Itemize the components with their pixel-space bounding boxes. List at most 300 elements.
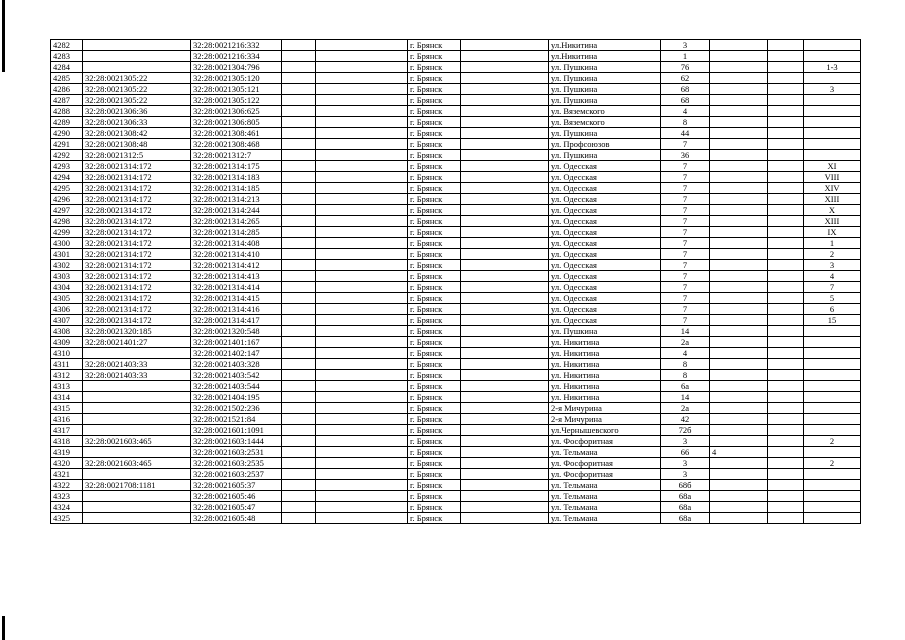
house-number: 7 [661,216,710,227]
empty-cell [316,282,408,293]
empty-cell [768,491,804,502]
city-name: г. Брянск [408,194,461,205]
object-cadastral-number: 32:28:0021305:120 [191,73,282,84]
table-row [51,62,861,73]
building-number [710,348,768,359]
object-cadastral-number: 32:28:0021401:167 [191,337,282,348]
object-cadastral-number: 32:28:0021305:121 [191,84,282,95]
building-number [710,337,768,348]
empty-cell [461,513,549,524]
object-cadastral-number: 32:28:0021314:417 [191,315,282,326]
empty-cell [316,381,408,392]
building-number [710,95,768,106]
empty-cell [282,502,316,513]
row-number: 4305 [51,293,83,304]
empty-cell [461,260,549,271]
empty-cell [316,370,408,381]
house-number: 72б [661,425,710,436]
land-cadastral-number [83,513,191,524]
object-cadastral-number: 32:28:0021603:1444 [191,436,282,447]
land-cadastral-number: 32:28:0021308:42 [83,128,191,139]
object-cadastral-number: 32:28:0021320:548 [191,326,282,337]
house-number: 8 [661,117,710,128]
empty-cell [282,62,316,73]
table-row [51,304,861,315]
building-number [710,282,768,293]
empty-cell [768,348,804,359]
land-cadastral-number: 32:28:0021314:172 [83,227,191,238]
empty-cell [282,205,316,216]
table-row [51,84,861,95]
building-number [710,326,768,337]
row-number: 4287 [51,95,83,106]
empty-cell [316,139,408,150]
empty-cell [316,150,408,161]
row-number: 4307 [51,315,83,326]
empty-cell [316,73,408,84]
empty-cell [461,392,549,403]
street-name: ул. Одесская [549,227,661,238]
empty-cell [316,392,408,403]
city-name: г. Брянск [408,304,461,315]
empty-cell [282,337,316,348]
building-number [710,84,768,95]
empty-cell [282,84,316,95]
house-number: 62 [661,73,710,84]
building-number [710,106,768,117]
row-number: 4316 [51,414,83,425]
city-name: г. Брянск [408,271,461,282]
table-row [51,51,861,62]
empty-cell [461,183,549,194]
city-name: г. Брянск [408,84,461,95]
empty-cell [316,447,408,458]
scan-edge-mark-top [2,0,5,72]
land-cadastral-number: 32:28:0021603:465 [83,436,191,447]
building-number: 4 [710,447,768,458]
building-number [710,403,768,414]
empty-cell [282,106,316,117]
city-name: г. Брянск [408,51,461,62]
empty-cell [282,381,316,392]
empty-cell [316,271,408,282]
house-number: 7 [661,293,710,304]
object-cadastral-number: 32:28:0021306:805 [191,117,282,128]
premises-number [804,447,861,458]
table-row [51,128,861,139]
city-name: г. Брянск [408,436,461,447]
building-number [710,502,768,513]
object-cadastral-number: 32:28:0021521:84 [191,414,282,425]
empty-cell [461,161,549,172]
house-number: 76 [661,62,710,73]
house-number: 6а [661,381,710,392]
premises-number: XIV [804,183,861,194]
row-number: 4315 [51,403,83,414]
premises-number [804,150,861,161]
row-number: 4317 [51,425,83,436]
city-name: г. Брянск [408,73,461,84]
street-name: ул. Никитина [549,348,661,359]
street-name: ул. Одесская [549,282,661,293]
city-name: г. Брянск [408,238,461,249]
land-cadastral-number [83,491,191,502]
empty-cell [316,293,408,304]
table-row [51,425,861,436]
premises-number [804,502,861,513]
land-cadastral-number [83,62,191,73]
object-cadastral-number: 32:28:0021314:413 [191,271,282,282]
empty-cell [282,392,316,403]
land-cadastral-number: 32:28:0021308:48 [83,139,191,150]
empty-cell [768,381,804,392]
object-cadastral-number: 32:28:0021601:1091 [191,425,282,436]
object-cadastral-number: 32:28:0021314:285 [191,227,282,238]
object-cadastral-number: 32:28:0021314:410 [191,249,282,260]
premises-number: X [804,205,861,216]
city-name: г. Брянск [408,359,461,370]
empty-cell [768,513,804,524]
empty-cell [316,249,408,260]
building-number [710,260,768,271]
house-number: 7 [661,194,710,205]
empty-cell [282,403,316,414]
row-number: 4314 [51,392,83,403]
premises-number [804,425,861,436]
object-cadastral-number: 32:28:0021605:48 [191,513,282,524]
city-name: г. Брянск [408,381,461,392]
street-name: ул.Никитина [549,51,661,62]
empty-cell [768,337,804,348]
table-row [51,513,861,524]
empty-cell [461,491,549,502]
empty-cell [768,425,804,436]
object-cadastral-number: 32:28:0021605:46 [191,491,282,502]
empty-cell [768,117,804,128]
row-number: 4293 [51,161,83,172]
premises-number: 4 [804,271,861,282]
house-number: 68б [661,480,710,491]
empty-cell [461,117,549,128]
object-cadastral-number: 32:28:0021306:625 [191,106,282,117]
empty-cell [461,271,549,282]
table-row [51,249,861,260]
empty-cell [461,414,549,425]
row-number: 4285 [51,73,83,84]
empty-cell [768,84,804,95]
property-registry-table [50,39,861,524]
object-cadastral-number: 32:28:0021305:122 [191,95,282,106]
city-name: г. Брянск [408,414,461,425]
land-cadastral-number: 32:28:0021306:36 [83,106,191,117]
land-cadastral-number: 32:28:0021314:172 [83,238,191,249]
house-number: 42 [661,414,710,425]
premises-number: 2 [804,458,861,469]
empty-cell [461,172,549,183]
premises-number: 6 [804,304,861,315]
premises-number: 5 [804,293,861,304]
table-row [51,348,861,359]
row-number: 4325 [51,513,83,524]
empty-cell [461,425,549,436]
city-name: г. Брянск [408,172,461,183]
table-row [51,139,861,150]
house-number: 2а [661,403,710,414]
object-cadastral-number: 32:28:0021314:416 [191,304,282,315]
object-cadastral-number: 32:28:0021603:2537 [191,469,282,480]
empty-cell [316,348,408,359]
city-name: г. Брянск [408,161,461,172]
house-number: 3 [661,436,710,447]
registry-body [51,40,861,524]
row-number: 4296 [51,194,83,205]
city-name: г. Брянск [408,216,461,227]
land-cadastral-number: 32:28:0021314:172 [83,194,191,205]
premises-number [804,139,861,150]
empty-cell [282,172,316,183]
empty-cell [316,194,408,205]
building-number [710,458,768,469]
street-name: ул. Одесская [549,293,661,304]
row-number: 4320 [51,458,83,469]
object-cadastral-number: 32:28:0021403:328 [191,359,282,370]
house-number: 3 [661,40,710,51]
land-cadastral-number: 32:28:0021314:172 [83,282,191,293]
street-name: ул. Никитина [549,381,661,392]
premises-number [804,392,861,403]
row-number: 4303 [51,271,83,282]
object-cadastral-number: 32:28:0021314:175 [191,161,282,172]
row-number: 4299 [51,227,83,238]
empty-cell [768,139,804,150]
row-number: 4324 [51,502,83,513]
land-cadastral-number: 32:28:0021305:22 [83,73,191,84]
empty-cell [282,95,316,106]
street-name: ул. Профсоюзов [549,139,661,150]
street-name: ул. Одесская [549,216,661,227]
empty-cell [282,40,316,51]
empty-cell [282,271,316,282]
premises-number [804,513,861,524]
empty-cell [316,238,408,249]
premises-number [804,480,861,491]
land-cadastral-number: 32:28:0021314:172 [83,315,191,326]
building-number [710,436,768,447]
empty-cell [461,73,549,84]
row-number: 4306 [51,304,83,315]
city-name: г. Брянск [408,403,461,414]
house-number: 7 [661,183,710,194]
empty-cell [316,304,408,315]
object-cadastral-number: 32:28:0021403:544 [191,381,282,392]
street-name: ул. Одесская [549,194,661,205]
land-cadastral-number: 32:28:0021314:172 [83,205,191,216]
table-row [51,227,861,238]
empty-cell [282,51,316,62]
street-name: ул. Фосфоритная [549,458,661,469]
city-name: г. Брянск [408,315,461,326]
empty-cell [768,161,804,172]
land-cadastral-number: 32:28:0021314:172 [83,183,191,194]
premises-number [804,128,861,139]
premises-number: 3 [804,260,861,271]
premises-number [804,491,861,502]
object-cadastral-number: 32:28:0021312:7 [191,150,282,161]
house-number: 3 [661,469,710,480]
building-number [710,62,768,73]
row-number: 4323 [51,491,83,502]
empty-cell [282,326,316,337]
table-row [51,381,861,392]
street-name: ул. Тельмана [549,480,661,491]
building-number [710,238,768,249]
house-number: 66 [661,447,710,458]
empty-cell [768,436,804,447]
empty-cell [768,282,804,293]
row-number: 4291 [51,139,83,150]
land-cadastral-number: 32:28:0021314:172 [83,161,191,172]
city-name: г. Брянск [408,62,461,73]
city-name: г. Брянск [408,139,461,150]
city-name: г. Брянск [408,348,461,359]
land-cadastral-number: 32:28:0021320:185 [83,326,191,337]
empty-cell [768,359,804,370]
empty-cell [768,183,804,194]
city-name: г. Брянск [408,106,461,117]
house-number: 44 [661,128,710,139]
table-row [51,117,861,128]
empty-cell [768,216,804,227]
table-row [51,458,861,469]
premises-number: 3 [804,84,861,95]
row-number: 4295 [51,183,83,194]
house-number: 4 [661,106,710,117]
empty-cell [768,293,804,304]
building-number [710,205,768,216]
land-cadastral-number: 32:28:0021305:22 [83,95,191,106]
empty-cell [461,238,549,249]
land-cadastral-number [83,403,191,414]
street-name: ул. Фосфоритная [549,469,661,480]
empty-cell [768,480,804,491]
city-name: г. Брянск [408,370,461,381]
premises-number: 2 [804,436,861,447]
row-number: 4322 [51,480,83,491]
row-number: 4286 [51,84,83,95]
empty-cell [461,40,549,51]
row-number: 4294 [51,172,83,183]
building-number [710,172,768,183]
city-name: г. Брянск [408,458,461,469]
table-row [51,326,861,337]
land-cadastral-number [83,348,191,359]
street-name: ул.Никитина [549,40,661,51]
street-name: ул. Никитина [549,370,661,381]
object-cadastral-number: 32:28:0021403:542 [191,370,282,381]
empty-cell [768,95,804,106]
house-number: 7 [661,227,710,238]
city-name: г. Брянск [408,282,461,293]
object-cadastral-number: 32:28:0021314:244 [191,205,282,216]
empty-cell [316,480,408,491]
table-row [51,216,861,227]
premises-number [804,73,861,84]
empty-cell [768,73,804,84]
object-cadastral-number: 32:28:0021216:332 [191,40,282,51]
object-cadastral-number: 32:28:0021404:195 [191,392,282,403]
empty-cell [461,216,549,227]
house-number: 4 [661,348,710,359]
street-name: 2-я Мичурина [549,403,661,414]
row-number: 4319 [51,447,83,458]
land-cadastral-number: 32:28:0021314:172 [83,260,191,271]
premises-number: 1-3 [804,62,861,73]
scan-edge-mark-bottom [2,616,5,640]
building-number [710,425,768,436]
table-row [51,337,861,348]
house-number: 1 [661,51,710,62]
table-row [51,271,861,282]
row-number: 4300 [51,238,83,249]
city-name: г. Брянск [408,183,461,194]
empty-cell [282,249,316,260]
building-number [710,480,768,491]
empty-cell [316,425,408,436]
empty-cell [461,348,549,359]
building-number [710,51,768,62]
row-number: 4308 [51,326,83,337]
building-number [710,227,768,238]
premises-number [804,106,861,117]
house-number: 7 [661,260,710,271]
empty-cell [768,304,804,315]
premises-number [804,469,861,480]
land-cadastral-number [83,502,191,513]
city-name: г. Брянск [408,337,461,348]
street-name: ул. Пушкина [549,150,661,161]
street-name: ул. Одесская [549,315,661,326]
object-cadastral-number: 32:28:0021314:185 [191,183,282,194]
empty-cell [282,117,316,128]
row-number: 4301 [51,249,83,260]
city-name: г. Брянск [408,249,461,260]
premises-number [804,359,861,370]
row-number: 4302 [51,260,83,271]
empty-cell [282,183,316,194]
street-name: ул. Тельмана [549,502,661,513]
empty-cell [461,62,549,73]
building-number [710,414,768,425]
premises-number: XI [804,161,861,172]
building-number [710,381,768,392]
row-number: 4282 [51,40,83,51]
empty-cell [461,315,549,326]
empty-cell [316,414,408,425]
row-number: 4312 [51,370,83,381]
land-cadastral-number [83,392,191,403]
empty-cell [316,359,408,370]
row-number: 4313 [51,381,83,392]
empty-cell [316,183,408,194]
house-number: 7 [661,271,710,282]
street-name: ул.Чернышевского [549,425,661,436]
building-number [710,194,768,205]
empty-cell [461,106,549,117]
street-name: ул. Пушкина [549,95,661,106]
object-cadastral-number: 32:28:0021216:334 [191,51,282,62]
premises-number [804,117,861,128]
empty-cell [461,95,549,106]
